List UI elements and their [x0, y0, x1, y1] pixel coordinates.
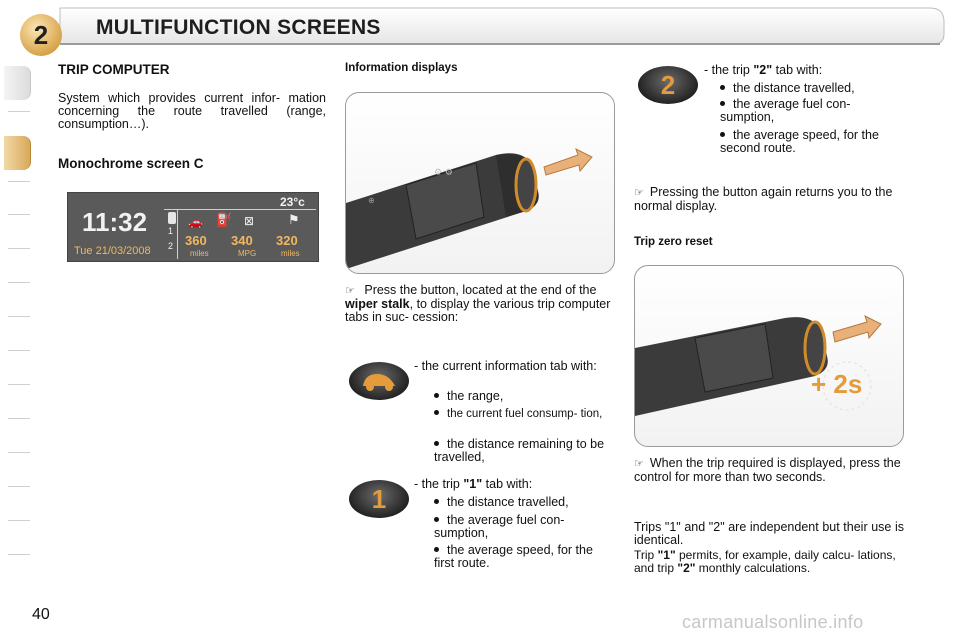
trip-2-item: the distance travelled, — [720, 82, 904, 95]
chapter-tabs — [0, 66, 32, 576]
intro-text: System which provides current infor- mation concerning the route travelled (range, consumption…). — [58, 91, 326, 131]
monochrome-screen — [67, 192, 319, 262]
fuel-icon: ⛽ — [216, 213, 233, 228]
screen-tab-2: 2 — [168, 241, 174, 251]
pointing-hand-icon: ☞ — [634, 187, 644, 199]
trip-zero-reset-heading: Trip zero reset — [634, 236, 713, 248]
information-displays-heading: Information displays — [345, 62, 458, 74]
plus-2s-label: + 2s — [811, 369, 863, 399]
chapter-tab-active[interactable] — [4, 136, 31, 170]
screen-date: Tue 21/03/2008 — [74, 245, 151, 257]
current-tab-item: the current fuel consump- tion, — [434, 408, 616, 421]
page-title: MULTIFUNCTION SCREENS — [96, 16, 381, 39]
trip-1-item: the distance travelled, — [434, 496, 616, 509]
screen-unit-2: MPG — [238, 249, 257, 258]
trips-note: Trips "1" and "2" are independent but their use is identical. — [634, 520, 904, 547]
screen-value-1: 360 — [185, 233, 207, 248]
pointing-hand-icon: ☞ — [634, 458, 644, 470]
current-tab-item: the range, — [434, 390, 616, 403]
flag-icon: ⚑ — [288, 213, 300, 228]
press-text: Press the button, located at the end of the wiper stalk, to display the various trip computer tabs in suc- cession: — [345, 283, 611, 324]
svg-text:⚙ ⚙: ⚙ ⚙ — [434, 168, 453, 178]
car-tab-icon-large — [349, 362, 409, 400]
svg-text:⊕: ⊕ — [368, 196, 375, 205]
trip-1-intro: - the trip "1" tab with: — [414, 477, 533, 491]
trip-1-item: the average fuel con- sumption, — [434, 513, 565, 540]
watermark: carmanualsonline.info — [682, 612, 864, 632]
pointing-hand-icon: ☞ — [345, 285, 355, 297]
car-tab-icon — [168, 212, 176, 224]
screen-temp: 23°c — [280, 195, 305, 209]
page-number: 40 — [32, 606, 50, 623]
trip-usage-note: Trip "1" permits, for example, daily calcu- lations, and trip "2" monthly calculations. — [634, 548, 896, 575]
trip-1-item: the average speed, for the first route. — [434, 543, 593, 570]
screen-value-3: 320 — [276, 233, 298, 248]
screen-value-2: 340 — [231, 233, 253, 248]
pressing-again-note: ☞ Pressing the button again returns you to the normal display. — [634, 185, 893, 213]
monochrome-heading: Monochrome screen C — [58, 156, 204, 171]
current-tab-item: the distance remaining to be travelled, — [434, 437, 605, 464]
screen-time: 11:32 — [82, 207, 148, 237]
trip-2-intro: - the trip "2" tab with: — [704, 63, 823, 77]
screen-unit-3: miles — [281, 249, 300, 258]
current-tab-intro: - the current information tab with: — [414, 359, 597, 373]
trip-2-item: the average fuel con- sumption, — [720, 97, 851, 124]
press-instruction — [345, 284, 615, 324]
trip-reset-image — [634, 265, 904, 447]
distance-icon: ⊠ — [244, 214, 255, 228]
wiper-stalk-term: wiper stalk — [345, 297, 410, 311]
screen-unit-1: miles — [190, 249, 209, 258]
trip-2-item: the average speed, for the second route. — [720, 128, 879, 155]
car-icon: 🚗 — [188, 215, 203, 229]
chapter-badge: 2 — [20, 14, 62, 56]
screen-tab-1: 1 — [168, 226, 174, 236]
chapter-tab[interactable] — [4, 66, 31, 100]
trip-1-icon: 1 — [349, 480, 409, 518]
trip-computer-heading: TRIP COMPUTER — [58, 62, 170, 77]
trip-2-icon: 2 — [638, 66, 698, 104]
wiper-stalk-image — [345, 92, 615, 274]
when-instruction: ☞ When the trip required is displayed, press the control for more than two seconds. — [634, 456, 901, 484]
